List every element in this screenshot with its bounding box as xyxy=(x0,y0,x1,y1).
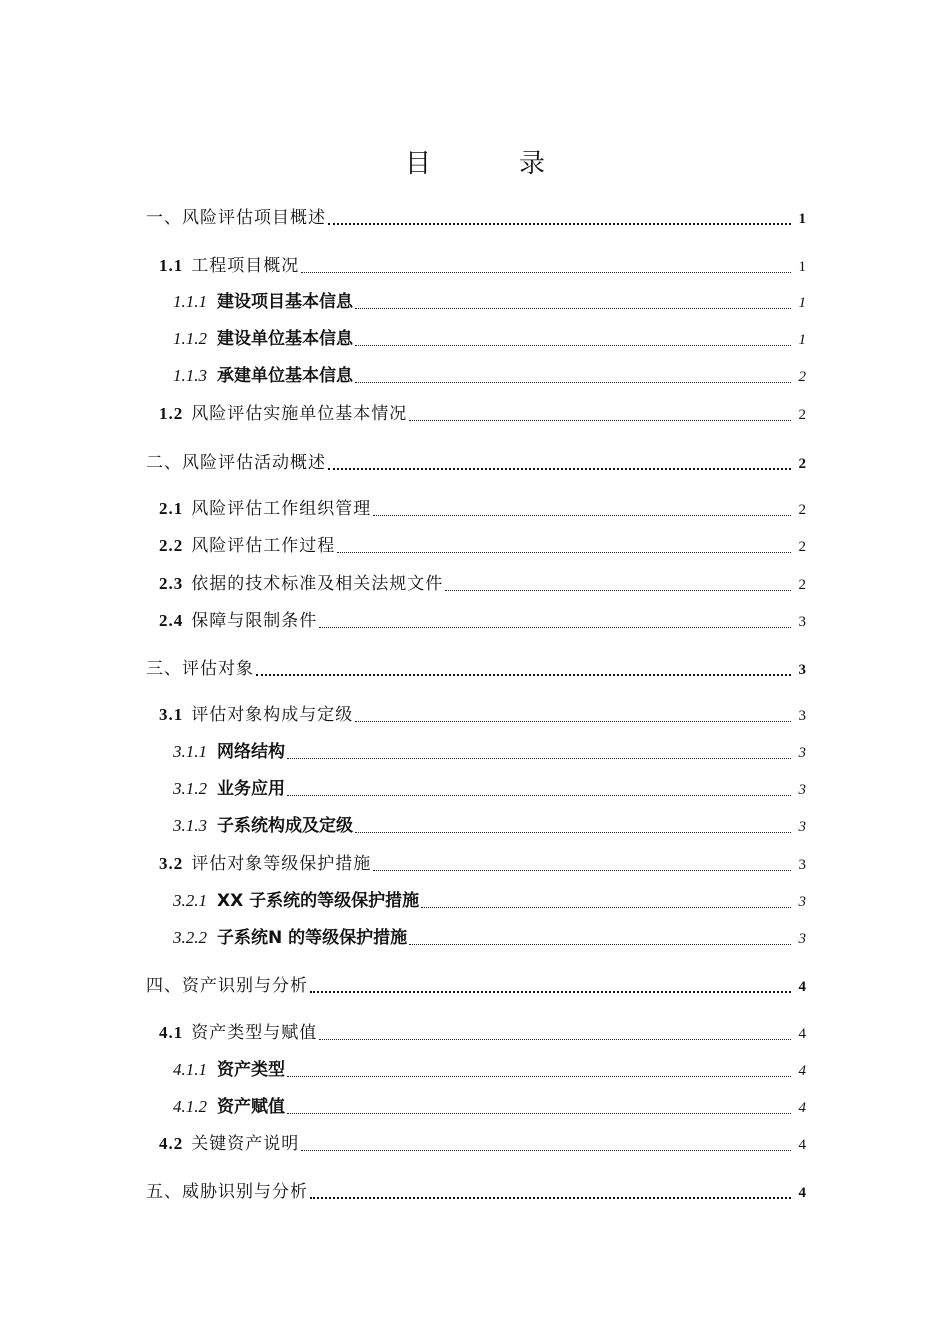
toc-entry-label xyxy=(159,1134,299,1154)
toc-entry-number: 3.2.1 xyxy=(173,891,207,910)
toc-entry-page: 1 xyxy=(798,259,806,275)
toc-entry[interactable] xyxy=(0,924,950,948)
toc-entry[interactable] xyxy=(0,400,950,424)
toc-entry[interactable] xyxy=(0,1093,950,1117)
toc-entry[interactable] xyxy=(0,495,950,519)
toc-entry-text: 子系统构成及定级 xyxy=(217,816,353,836)
toc-entry-number: 1.2 xyxy=(159,404,184,423)
toc-entry-label xyxy=(173,742,285,762)
dot-leader xyxy=(301,1149,791,1151)
toc-entry-text: 二、风险评估活动概述 xyxy=(146,453,326,473)
dot-leader xyxy=(373,514,791,516)
toc-entry-text: XX 子系统的等级保护措施 xyxy=(217,891,420,911)
toc-entry-number: 2.4 xyxy=(159,611,184,630)
dot-leader xyxy=(409,419,791,421)
toc-entry-page: 3 xyxy=(798,782,806,798)
toc-entry[interactable] xyxy=(0,655,950,679)
toc-entry-text: 资产类型 xyxy=(217,1060,285,1080)
toc-entry[interactable] xyxy=(0,449,950,473)
toc-entry-text: 风险评估工作组织管理 xyxy=(191,499,372,519)
toc-entry-page: 2 xyxy=(798,407,806,423)
toc-entry-label xyxy=(173,366,353,386)
dot-leader xyxy=(355,720,791,722)
toc-entry-text: 网络结构 xyxy=(217,742,285,762)
toc-entry[interactable] xyxy=(0,850,950,874)
toc-entry[interactable] xyxy=(0,204,950,228)
toc-entry-label xyxy=(173,779,285,799)
toc-entry[interactable] xyxy=(0,532,950,556)
toc-entry-page: 2 xyxy=(798,502,806,518)
toc-entry-number: 4.1 xyxy=(159,1023,184,1042)
dot-leader xyxy=(328,467,791,470)
toc-entry-text: 保障与限制条件 xyxy=(191,611,318,631)
toc-entry[interactable] xyxy=(0,252,950,276)
toc-entry[interactable] xyxy=(0,1178,950,1202)
dot-leader xyxy=(319,1038,791,1040)
toc-entry-label xyxy=(159,404,407,424)
toc-entry-page: 1 xyxy=(798,211,806,227)
toc-entry-label xyxy=(173,1060,285,1080)
toc-entry-label xyxy=(173,292,353,312)
dot-leader xyxy=(301,271,791,273)
toc-entry-page: 4 xyxy=(798,1185,806,1201)
toc-entry-number: 4.1.1 xyxy=(173,1060,207,1079)
toc-entry[interactable] xyxy=(0,1130,950,1154)
toc-entry[interactable] xyxy=(0,607,950,631)
toc-entry-label xyxy=(173,816,353,836)
toc-entry[interactable] xyxy=(0,701,950,725)
toc-entry-page: 4 xyxy=(798,1063,806,1079)
toc-entry-number: 4.2 xyxy=(159,1134,184,1153)
toc-entry-page: 4 xyxy=(798,979,806,995)
toc-entry-label xyxy=(159,854,371,874)
toc-entry-text: 建设项目基本信息 xyxy=(217,292,353,312)
dot-leader xyxy=(287,1112,791,1114)
toc-entry-text: 五、威胁识别与分析 xyxy=(146,1182,308,1202)
toc-entry-text: 建设单位基本信息 xyxy=(217,329,353,349)
toc-entry[interactable] xyxy=(0,1056,950,1080)
toc-entry-number: 1.1.2 xyxy=(173,329,207,348)
toc-entry-number: 4.1.2 xyxy=(173,1097,207,1116)
dot-leader xyxy=(373,869,791,871)
toc-entry-text: 业务应用 xyxy=(217,779,285,799)
toc-entry-number: 3.1.2 xyxy=(173,779,207,798)
toc-entry-label xyxy=(173,891,419,911)
toc-entry-number: 3.1.1 xyxy=(173,742,207,761)
dot-leader xyxy=(287,794,791,796)
toc-entry-label xyxy=(159,705,353,725)
toc-entry-text: 风险评估工作过程 xyxy=(191,536,336,556)
dot-leader xyxy=(355,344,791,346)
toc-entry-number: 3.2.2 xyxy=(173,928,207,947)
dot-leader xyxy=(319,626,791,628)
toc-entry-page: 3 xyxy=(798,662,806,678)
dot-leader xyxy=(355,831,791,833)
toc-entry-page: 2 xyxy=(798,456,806,472)
toc-entry-text: 资产类型与赋值 xyxy=(191,1023,318,1043)
toc-entry-page: 3 xyxy=(798,745,806,761)
toc-entry-label xyxy=(159,574,443,594)
dot-leader xyxy=(287,757,791,759)
toc-entry-page: 2 xyxy=(798,369,806,385)
toc-entry-label xyxy=(159,499,371,519)
toc-entry-page: 4 xyxy=(798,1100,806,1116)
toc-entry-page: 1 xyxy=(798,332,806,348)
toc-entry-number: 2.2 xyxy=(159,536,184,555)
toc-title-left: 目 xyxy=(404,149,431,179)
toc-entry-text: 风险评估实施单位基本情况 xyxy=(191,404,408,424)
toc-entry-label xyxy=(173,329,353,349)
toc-entry-label xyxy=(159,1023,317,1043)
toc-entry-page: 1 xyxy=(798,295,806,311)
toc-entry-page: 3 xyxy=(798,931,806,947)
dot-leader xyxy=(328,222,791,225)
dot-leader xyxy=(409,943,791,945)
toc-entry-text: 评估对象构成与定级 xyxy=(191,705,354,725)
toc-entry-number: 3.1 xyxy=(159,705,184,724)
dot-leader xyxy=(421,906,791,908)
toc-entry-number: 1.1 xyxy=(159,256,184,275)
toc-entry[interactable] xyxy=(0,812,950,836)
toc-title xyxy=(0,143,950,180)
toc-entry[interactable] xyxy=(0,972,950,996)
toc-entry-label xyxy=(159,611,317,631)
toc-entry-page: 3 xyxy=(798,857,806,873)
toc-entry[interactable] xyxy=(0,775,950,799)
dot-leader xyxy=(310,990,791,993)
toc-entry-label xyxy=(146,1182,308,1202)
toc-entry-label xyxy=(173,928,407,948)
toc-entry-page: 3 xyxy=(798,614,806,630)
toc-entry[interactable] xyxy=(0,288,950,312)
toc-entry[interactable] xyxy=(0,1019,950,1043)
toc-entry-text: 评估对象等级保护措施 xyxy=(191,854,372,874)
toc-entry-number: 2.1 xyxy=(159,499,184,518)
toc-entry-text: 关键资产说明 xyxy=(191,1134,300,1154)
toc-entry-text: 工程项目概况 xyxy=(191,256,300,276)
toc-entry-label xyxy=(173,1097,285,1117)
toc-entry-text: 子系统N 的等级保护措施 xyxy=(217,928,408,948)
dot-leader xyxy=(355,307,791,309)
toc-entry-label xyxy=(146,453,326,473)
toc-entry-label xyxy=(159,256,299,276)
toc-entry-page: 3 xyxy=(798,894,806,910)
dot-leader xyxy=(310,1196,791,1199)
toc-entry-number: 3.2 xyxy=(159,854,184,873)
toc-entry-page: 4 xyxy=(798,1026,806,1042)
toc-entry-page: 3 xyxy=(798,819,806,835)
toc-entry-number: 1.1.3 xyxy=(173,366,207,385)
toc-entry-page: 3 xyxy=(798,708,806,724)
dot-leader xyxy=(337,551,791,553)
toc-entry-number: 1.1.1 xyxy=(173,292,207,311)
toc-entry-page: 2 xyxy=(798,577,806,593)
toc-entry-number: 3.1.3 xyxy=(173,816,207,835)
toc-entry-number: 2.3 xyxy=(159,574,184,593)
toc-entry-text: 三、评估对象 xyxy=(146,659,254,679)
toc-entry[interactable] xyxy=(0,570,950,594)
toc-entry[interactable] xyxy=(0,887,950,911)
toc-entry[interactable] xyxy=(0,325,950,349)
toc-entry-label xyxy=(146,208,326,228)
dot-leader xyxy=(355,381,791,383)
toc-entry[interactable] xyxy=(0,738,950,762)
toc-entry-label xyxy=(146,976,308,996)
toc-entry-text: 资产赋值 xyxy=(217,1097,285,1117)
dot-leader xyxy=(445,589,791,591)
toc-entry-page: 2 xyxy=(798,539,806,555)
toc-entry-text: 一、风险评估项目概述 xyxy=(146,208,326,228)
dot-leader xyxy=(287,1075,791,1077)
toc-entry-text: 四、资产识别与分析 xyxy=(146,976,308,996)
toc-entry-page: 4 xyxy=(798,1137,806,1153)
dot-leader xyxy=(256,673,791,676)
toc-entry-text: 承建单位基本信息 xyxy=(217,366,353,386)
toc-title-right: 录 xyxy=(519,149,546,179)
toc-entry-label xyxy=(159,536,335,556)
toc-entry-label xyxy=(146,659,254,679)
toc-entry[interactable] xyxy=(0,362,950,386)
toc-entry-text: 依据的技术标准及相关法规文件 xyxy=(191,574,444,594)
